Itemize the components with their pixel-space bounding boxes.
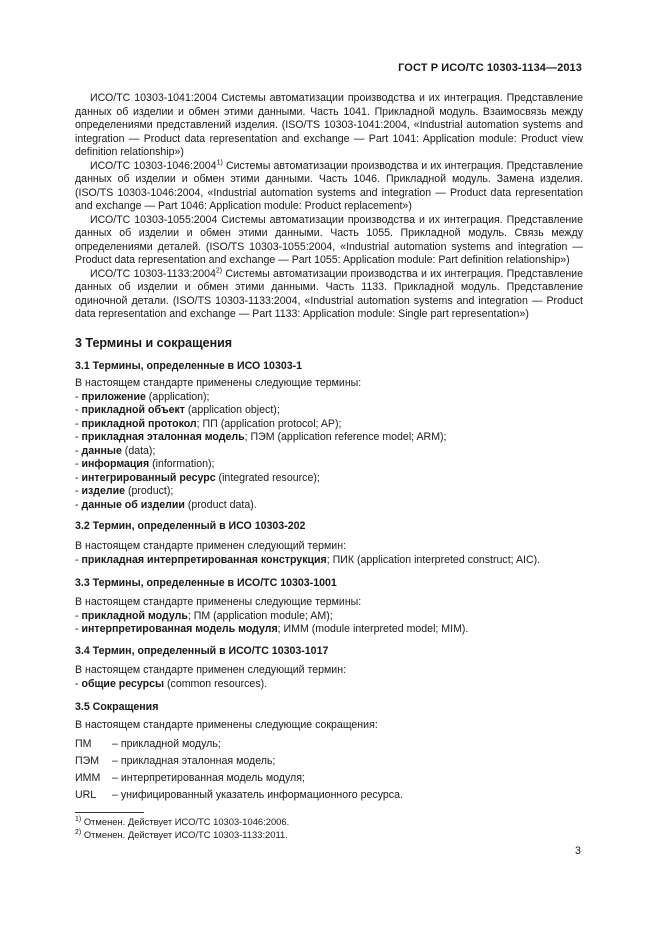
abbreviation-row: URL – унифицированный указатель информационного ресурса. [75,788,403,801]
list-bullet: - [75,471,82,484]
term-item: - приложение (application); [75,390,210,403]
footnote-2: $^{2)}$ Отменен. Действует ИСО/ТС 10303-1133:2011. [75,828,288,840]
term-item: - прикладной протокол; ПП (application protocol; AP); [75,417,342,430]
section-3-5-title: 3.5 Сокращения [75,701,159,713]
section-3-3-body [75,596,583,637]
section-3-1-title: 3.1 Термины, определенные в ИСО 10303-1 [75,360,303,372]
list-bullet: - [75,609,82,622]
abbreviation-row: ПМ – прикладной модуль; [75,737,221,750]
list-bullet: - [75,444,82,457]
page-number: 3 [575,845,581,857]
term-item: - интерпретированная модель модуля; ИММ (module interpreted model; MIM). [75,623,469,635]
term-item: - информация (information); [75,458,215,470]
list-bullet: - [75,498,82,511]
term-item: - прикладной объект (application object); [75,404,280,416]
term-item: - прикладная интерпретированная конструкция; ПИК (application interpreted construct; AIC). [75,553,541,566]
section-3-5-body [75,719,583,806]
section-3-title: 3 Термины и сокращения [75,336,233,350]
term-item: - данные (data); [75,444,156,457]
section-3-1-body [75,377,583,512]
term-item: - интегрированный ресурс (integrated resource); [75,471,320,484]
section-3-4-title: 3.4 Термин, определенный в ИСО/ТС 10303-1017 [75,645,329,657]
document-header: ГОСТ Р ИСО/ТС 10303-1134—2013 [398,62,582,74]
term-item: - прикладная эталонная модель; ПЭМ (application reference model; ARM); [75,431,447,443]
reference-1046: ИСО/ТС 10303-1046:2004$^{1)}$ Системы автоматизации производства и их интеграция. Представление данных об изделии и обмен этими данными. Часть 1046. Прикладной модуль. Замена изделия. (ISO/TS 10303-1046:2004, «Industrial automation systems and integration — Product data representation and exchange — Part 1046: Application module: Product replacement») [75,158,583,212]
list-bullet: - [75,485,82,497]
term-item: - данные об изделии (product data). [75,498,257,511]
footnote-1: $^{1)}$ Отменен. Действует ИСО/ТС 10303-1046:2006. [75,815,290,827]
section-3-2-body [75,540,583,567]
list-bullet: - [75,677,82,690]
normative-references [75,92,583,322]
list-bullet: - [75,623,82,635]
section-3-5-intro: В настоящем стандарте применены следующие сокращения: [75,719,378,731]
list-bullet: - [75,431,82,443]
list-bullet: - [75,458,82,470]
term-item: - общие ресурсы (common resources). [75,677,268,690]
section-3-2-intro: В настоящем стандарте применен следующий термин: [75,540,347,552]
reference-1041: ИСО/ТС 10303-1041:2004 Системы автоматизации производства и их интеграция. Представление данных об изделии и обмен этими данными. Часть 1041. Прикладной модуль. Взаимосвязь между определениями представлений изделия. (ISO/TS 10303-1041:2004, «Industrial automation systems and integration — Product data representation and exchange — Part 1041: Application module: Product view definition relationship») [75,92,583,158]
term-item: - изделие (product); [75,485,174,497]
abbreviation-row: ПЭМ – прикладная эталонная модель; [75,754,276,767]
list-bullet: - [75,553,82,566]
term-item: - прикладной модуль; ПМ (application module; AM); [75,609,333,622]
section-3-2-title: 3.2 Термин, определенный в ИСО 10303-202 [75,520,306,532]
section-3-4-body [75,664,583,691]
footnote-ref-1: 1) [216,158,223,166]
section-3-3-intro: В настоящем стандарте применены следующие термины: [75,596,362,608]
section-3-3-title: 3.3 Термины, определенные в ИСО/ТС 10303-1001 [75,577,337,589]
list-bullet: - [75,417,82,430]
list-bullet: - [75,404,82,416]
footnote-divider [75,812,144,813]
section-3-1-intro: В настоящем стандарте применены следующие термины: [75,377,362,389]
reference-1055: ИСО/ТС 10303-1055:2004 Системы автоматизации производства и их интеграция. Представление данных об изделии и обмен этими данными. Часть 1055. Прикладной модуль. Связь между определениями деталей. (ISO/TS 10303-1055:2004, «Industrial automation systems and integration — Product data representation and exchange — Part 1055: Application module: Part definition relationship») [75,213,583,266]
reference-1133: ИСО/ТС 10303-1133:2004$^{2)}$ Системы автоматизации производства и их интеграция. Представление данных об изделии и обмен этими данными. Часть 1133. Прикладной модуль. Представление одиночной детали. (ISO/TS 10303-1133:2004, «Industrial automation systems and integration — Product data representation and exchange — Part 1133: Application module: Single part representation») [75,266,583,320]
footnote-ref-2: 2) [215,266,223,274]
abbreviation-row: ИММ – интерпретированная модель модуля; [75,771,305,784]
section-3-4-intro: В настоящем стандарте применен следующий термин: [75,664,347,676]
list-bullet: - [75,390,82,403]
